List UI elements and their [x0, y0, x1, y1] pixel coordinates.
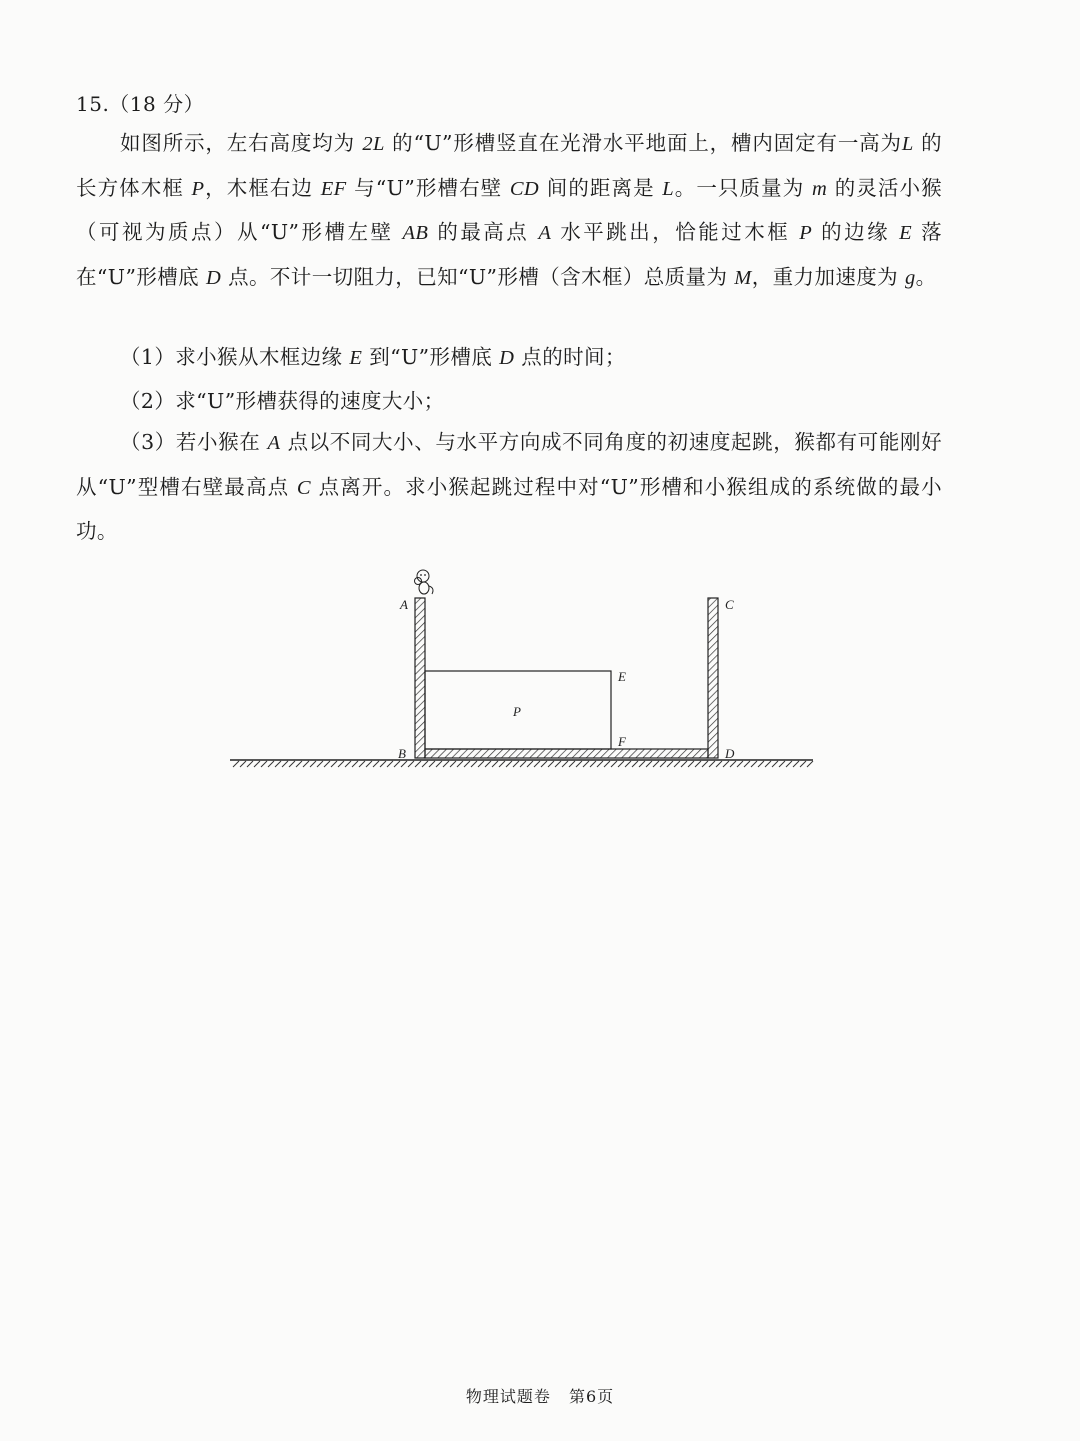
- ground-hatch-tick: [765, 761, 771, 767]
- ground-hatch-tick: [604, 761, 610, 767]
- var-M: M: [734, 266, 752, 289]
- ground-hatch-tick: [443, 761, 449, 767]
- left-wall-AB: [415, 598, 425, 758]
- ground-hatch-tick: [247, 761, 253, 767]
- intro-text: 的最高点: [428, 220, 539, 244]
- var-g: g: [904, 266, 916, 289]
- intro-text: 如图所示，左右高度均为: [120, 131, 363, 155]
- ground-hatch-tick: [310, 761, 316, 767]
- sub1-text: 到“U”形槽底: [362, 345, 500, 369]
- ground-hatch-tick: [674, 761, 680, 767]
- sub-question-3: [76, 421, 942, 554]
- ground-hatch-tick: [513, 761, 519, 767]
- ground-hatch-tick: [471, 761, 477, 767]
- ground-hatch-tick: [786, 761, 792, 767]
- ground-hatch-tick: [296, 761, 302, 767]
- ground-hatch-tick: [275, 761, 281, 767]
- right-wall-CD: [708, 598, 718, 758]
- ground-hatch-tick: [569, 761, 575, 767]
- ground-hatch-tick: [345, 761, 351, 767]
- page-footer: [0, 1384, 1080, 1407]
- intro-text: ，重力加速度为: [751, 264, 905, 289]
- sub3-text: （3）若小猴在: [120, 430, 268, 454]
- label-P: P: [513, 704, 521, 719]
- ground-hatch-tick: [800, 761, 806, 767]
- var-A: A: [538, 222, 552, 244]
- ground-hatch-tick: [485, 761, 491, 767]
- intro-text: 的灵活小猴（可视为质点）从“U”形槽左壁: [76, 175, 943, 244]
- sub3-text: 点以不同大小、与水平方向成不同角度的初速度起跳，猴都有可能刚好从“U”型槽右壁最高点: [76, 430, 942, 499]
- ground-hatch-tick: [408, 761, 414, 767]
- ground-hatch-tick: [723, 761, 729, 767]
- ground-hatch-tick: [492, 761, 498, 767]
- sub3-text: 点离开。求小猴起跳过程中对“U”形槽和小猴组成的系统做的最小功。: [76, 474, 942, 543]
- ground-hatch-tick: [667, 761, 673, 767]
- ground-hatch-tick: [359, 761, 365, 767]
- ground-hatch-tick: [583, 761, 589, 767]
- var-A: A: [267, 432, 281, 454]
- slot-bottom: [425, 749, 708, 758]
- sub1-text: 点的时间；: [514, 345, 626, 369]
- ground-hatch-tick: [429, 761, 435, 767]
- ground-hatch-tick: [758, 761, 764, 767]
- ground-hatch-tick: [233, 761, 239, 767]
- ground-hatch-tick: [772, 761, 778, 767]
- ground-hatch-tick: [555, 761, 561, 767]
- label-B: B: [398, 746, 406, 761]
- ground-hatch-tick: [506, 761, 512, 767]
- ground-hatch-tick: [695, 761, 701, 767]
- ground-hatch-tick: [716, 761, 722, 767]
- ground-hatch-tick: [660, 761, 666, 767]
- var-EF: EF: [320, 177, 347, 200]
- sub1-text: （1）求小猴从木框边缘: [120, 345, 350, 369]
- ground-hatch-tick: [534, 761, 540, 767]
- ground-hatch-tick: [366, 761, 372, 767]
- question-intro: [76, 122, 942, 300]
- ground-hatch-tick: [380, 761, 386, 767]
- ground-hatch-tick: [597, 761, 603, 767]
- ground-hatch-tick: [317, 761, 323, 767]
- ground-hatch-tick: [289, 761, 295, 767]
- ground-hatch-tick: [240, 761, 246, 767]
- ground-hatch-tick: [779, 761, 785, 767]
- ground-hatch-tick: [303, 761, 309, 767]
- var-D: D: [205, 266, 222, 289]
- ground-hatch-tick: [688, 761, 694, 767]
- label-C: C: [725, 597, 734, 612]
- ground-hatch-tick: [527, 761, 533, 767]
- label-A: A: [400, 597, 408, 612]
- var-E: E: [349, 347, 363, 369]
- ground-hatch-tick: [422, 761, 428, 767]
- ground-hatch-tick: [793, 761, 799, 767]
- sub-question-1: [120, 340, 626, 370]
- intro-text: 。: [915, 264, 937, 289]
- ground-hatch-tick: [702, 761, 708, 767]
- ground-hatch-tick: [751, 761, 757, 767]
- ground-hatch-tick: [590, 761, 596, 767]
- ground-hatch-tick: [401, 761, 407, 767]
- ground-hatch-tick: [744, 761, 750, 767]
- var-2L: 2L: [362, 133, 385, 155]
- ground-hatch-tick: [646, 761, 652, 767]
- intro-text: ，木框右边: [204, 175, 321, 200]
- ground-hatch-tick: [548, 761, 554, 767]
- ground-hatch-tick: [394, 761, 400, 767]
- ground-hatch-tick: [436, 761, 442, 767]
- var-L: L: [662, 177, 675, 200]
- intro-text: 间的距离是: [539, 175, 663, 200]
- var-C: C: [296, 476, 311, 499]
- ground-hatch-tick: [562, 761, 568, 767]
- ground: [230, 760, 813, 767]
- var-D: D: [499, 347, 515, 369]
- ground-hatch-tick: [520, 761, 526, 767]
- var-m: m: [811, 177, 828, 200]
- ground-hatch-tick: [352, 761, 358, 767]
- ground-hatch-tick: [338, 761, 344, 767]
- footer-page-number: 第6页: [568, 1387, 615, 1406]
- ground-hatch-tick: [576, 761, 582, 767]
- sub-question-2: （2）求“U”形槽获得的速度大小；: [120, 389, 445, 413]
- ground-hatch-tick: [282, 761, 288, 767]
- intro-text: 落在“U”形槽底: [76, 220, 942, 289]
- var-P: P: [799, 222, 813, 244]
- ground-hatch-tick: [464, 761, 470, 767]
- ground-hatch-tick: [541, 761, 547, 767]
- ground-hatch-tick: [639, 761, 645, 767]
- ground-hatch-tick: [730, 761, 736, 767]
- var-P: P: [191, 177, 205, 200]
- intro-text: 水平跳出，恰能过木框: [551, 220, 800, 244]
- ground-hatch-tick: [457, 761, 463, 767]
- ground-hatch-tick: [681, 761, 687, 767]
- ground-hatch-tick: [618, 761, 624, 767]
- intro-text: 点。不计一切阻力，已知“U”形槽（含木框）总质量为: [221, 264, 735, 289]
- ground-hatch-tick: [807, 761, 813, 767]
- ground-hatch-tick: [625, 761, 631, 767]
- ground-hatch-tick: [478, 761, 484, 767]
- intro-text: 的长方体木框: [76, 131, 942, 200]
- ground-hatch-tick: [268, 761, 274, 767]
- label-D: D: [725, 746, 735, 761]
- intro-text: 的边缘: [812, 220, 900, 244]
- u-slot-figure: [225, 560, 820, 775]
- ground-hatch-tick: [709, 761, 715, 767]
- intro-text: 的“U”形槽竖直在光滑水平地面上，槽内固定有一高为: [384, 131, 902, 155]
- var-E: E: [899, 222, 913, 244]
- var-L: L: [901, 133, 914, 155]
- ground-hatch-tick: [373, 761, 379, 767]
- ground-hatch-tick: [331, 761, 337, 767]
- var-CD: CD: [509, 177, 540, 200]
- footer-subject: 物理试题卷: [465, 1387, 551, 1406]
- label-F: F: [618, 734, 626, 749]
- ground-hatch-tick: [415, 761, 421, 767]
- ground-hatch-tick: [499, 761, 505, 767]
- ground-hatch-tick: [737, 761, 743, 767]
- ground-hatch-tick: [611, 761, 617, 767]
- ground-hatch-tick: [254, 761, 260, 767]
- ground-hatch-tick: [632, 761, 638, 767]
- label-E: E: [618, 669, 626, 684]
- ground-hatch-tick: [653, 761, 659, 767]
- var-AB: AB: [402, 222, 429, 244]
- ground-hatch-tick: [450, 761, 456, 767]
- ground-hatch-tick: [261, 761, 267, 767]
- ground-hatch-tick: [324, 761, 330, 767]
- intro-text: 与“U”形槽右壁: [346, 175, 510, 200]
- question-number: 15.（18 分）: [76, 92, 205, 116]
- monkey-icon: [415, 570, 434, 594]
- intro-text: 。一只质量为: [674, 175, 812, 200]
- ground-hatch-tick: [387, 761, 393, 767]
